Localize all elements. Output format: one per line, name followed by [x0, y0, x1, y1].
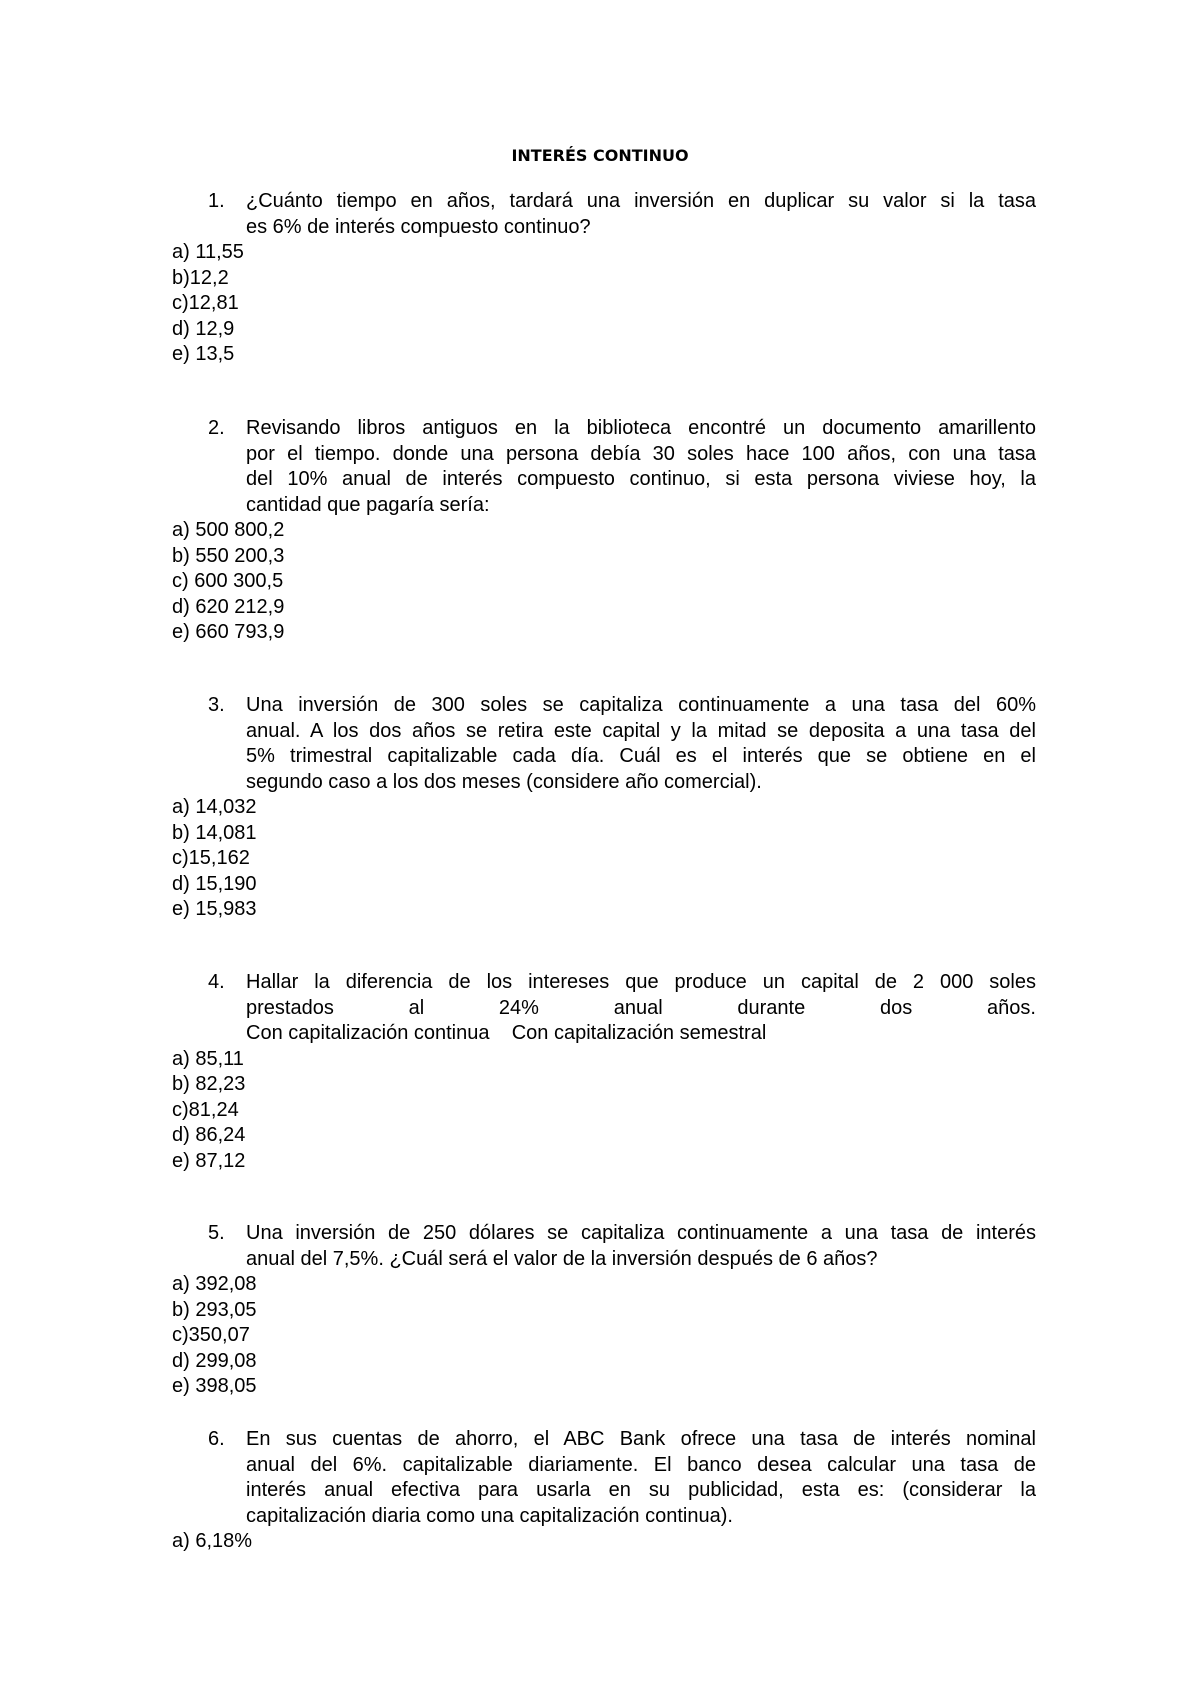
option-c: c)81,24 [172, 1098, 239, 1121]
question-6 [172, 1427, 1036, 1555]
question-line: capitalización diaria como una capitalización continua). [246, 1504, 733, 1527]
option-b: b)12,2 [172, 266, 229, 289]
option-a: a) 500 800,2 [172, 519, 285, 541]
option-b: b) 82,23 [172, 1073, 246, 1095]
question-number: 3. [208, 694, 225, 716]
question-text [246, 1221, 1036, 1272]
option-a: a) 85,11 [172, 1047, 244, 1070]
option-a: a) 6,18% [172, 1530, 253, 1552]
question-5 [172, 1221, 1036, 1400]
question-line: Hallar la diferencia de los intereses que produce un capital de 2 000 soles [246, 971, 1036, 993]
question-2 [172, 416, 1036, 646]
option-d: d) 620 212,9 [172, 595, 285, 618]
question-line: En sus cuentas de ahorro, el ABC Bank ofrece una tasa de interés nominal [246, 1428, 1036, 1450]
option-b: b) 293,05 [172, 1298, 257, 1321]
question-line: anual. A los dos años se retira este capital y la mitad se deposita a una tasa del [246, 719, 1036, 742]
question-word: anual [613, 996, 663, 1019]
question-text [246, 1427, 1036, 1529]
option-d: d) 86,24 [172, 1124, 246, 1146]
question-text [246, 693, 1036, 795]
question-number: 4. [208, 971, 225, 993]
question-number: 1. [208, 190, 225, 212]
question-line: anual del 6%. capitalizable diariamente. El banco desea calcular una tasa de [246, 1453, 1036, 1476]
option-c: c)350,07 [172, 1324, 250, 1346]
question-line: anual del 7,5%. ¿Cuál será el valor de la inversión después de 6 años? [246, 1247, 878, 1270]
answer-options [172, 518, 1036, 646]
question-prompt [172, 693, 1036, 795]
question-text [246, 189, 1036, 240]
option-e: e) 15,983 [172, 898, 257, 920]
answer-options [172, 1529, 1036, 1555]
option-c: c)12,81 [172, 292, 239, 314]
question-4 [172, 970, 1036, 1174]
question-number: 5. [208, 1222, 225, 1244]
question-line: Revisando libros antiguos en la biblioteca encontré un documento amarillento [246, 417, 1036, 439]
option-e: e) 87,12 [172, 1149, 246, 1172]
question-line: Una inversión de 250 dólares se capitaliza continuamente a una tasa de interés [246, 1222, 1036, 1244]
question-line: Con capitalización continua Con capitalización semestral [246, 1022, 767, 1044]
question-word: años. [986, 996, 1036, 1019]
question-3 [172, 693, 1036, 923]
question-line: interés anual efectiva para usarla en su publicidad, esta es: (considerar la [246, 1479, 1036, 1501]
question-line: del 10% anual de interés compuesto continuo, si esta persona viviese hoy, la [246, 468, 1036, 490]
option-a: a) 14,032 [172, 796, 257, 818]
question-line: cantidad que pagaría sería: [246, 493, 490, 516]
question-prompt [172, 1427, 1036, 1529]
option-b: b) 550 200,3 [172, 544, 285, 567]
question-text [246, 416, 1036, 518]
answer-options [172, 795, 1036, 923]
question-word: 24% [498, 996, 539, 1019]
question-line: por el tiempo. donde una persona debía 30 soles hace 100 años, con una tasa [246, 442, 1036, 465]
option-b: b) 14,081 [172, 821, 257, 844]
answer-options [172, 1272, 1036, 1400]
question-line: 5% trimestral capitalizable cada día. Cuál es el interés que se obtiene en el [246, 745, 1036, 767]
question-word: prestados [246, 996, 334, 1019]
option-a: a) 392,08 [172, 1273, 257, 1295]
question-word: durante [737, 996, 806, 1019]
option-d: d) 299,08 [172, 1349, 257, 1372]
option-c: c) 600 300,5 [172, 570, 284, 592]
option-d: d) 15,190 [172, 872, 257, 895]
answer-options [172, 1047, 1036, 1175]
question-line: es 6% de interés compuesto continuo? [246, 215, 591, 238]
question-1 [172, 189, 1036, 368]
question-line: Una inversión de 300 soles se capitaliza continuamente a una tasa del 60% [246, 694, 1036, 716]
question-number: 6. [208, 1428, 225, 1450]
question-word: dos [879, 996, 913, 1019]
option-e: e) 398,05 [172, 1375, 257, 1397]
option-e: e) 660 793,9 [172, 621, 285, 643]
page-title: INTERÉS CONTINUO [511, 146, 689, 165]
question-prompt [172, 416, 1036, 518]
option-e: e) 13,5 [172, 343, 235, 365]
question-prompt [172, 189, 1036, 240]
question-line: segundo caso a los dos meses (considere año comercial). [246, 770, 762, 793]
answer-options [172, 240, 1036, 368]
option-d: d) 12,9 [172, 317, 235, 340]
question-prompt [172, 1221, 1036, 1272]
question-number: 2. [208, 417, 225, 439]
question-line: ¿Cuánto tiempo en años, tardará una inversión en duplicar su valor si la tasa [246, 190, 1036, 212]
option-a: a) 11,55 [172, 241, 244, 263]
question-word: al [408, 996, 425, 1019]
question-text [246, 970, 1036, 1047]
option-c: c)15,162 [172, 847, 250, 869]
question-prompt [172, 970, 1036, 1047]
question-line [246, 996, 1036, 1022]
